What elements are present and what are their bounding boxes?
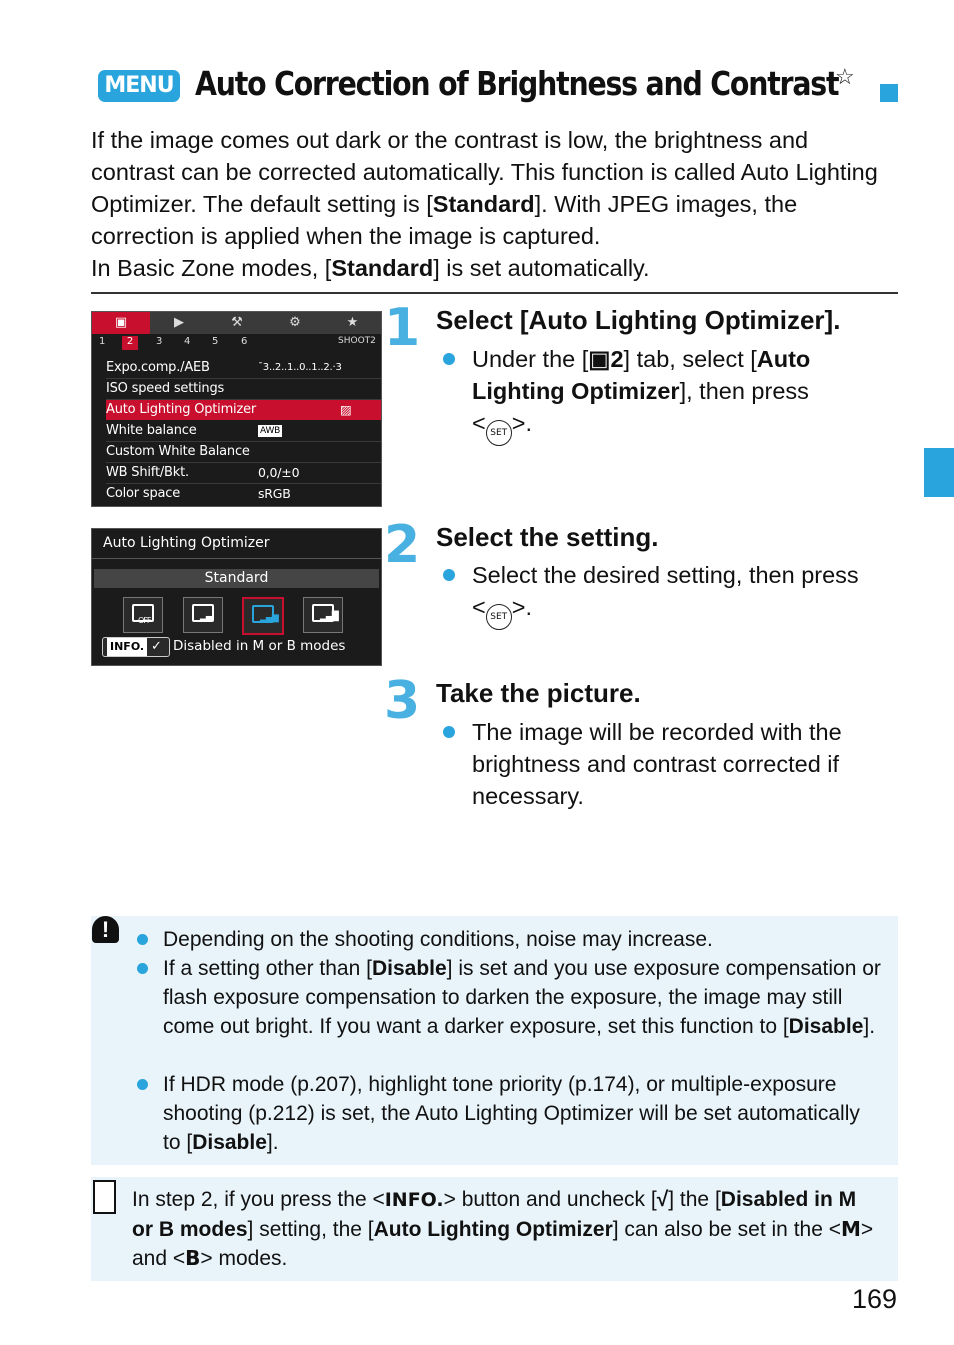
info-button: [102, 637, 170, 657]
step-text-part: <: [472, 594, 486, 620]
menu-row: [106, 358, 381, 379]
step-text-part: Under the [: [472, 346, 589, 372]
menu-row-value: sRGB: [258, 486, 291, 501]
step-text-part: ] tab, select [: [623, 346, 757, 372]
note-text-part: ] the [: [668, 1188, 721, 1211]
camera-tab-icon: ▣2: [588, 346, 624, 372]
wrench-icon: ⚒: [231, 315, 243, 330]
note-text-part: > modes.: [200, 1247, 288, 1270]
bullet-icon: [443, 569, 455, 581]
shoot-label: SHOOT2: [338, 336, 376, 346]
bullet-icon: [443, 726, 455, 738]
step-title: Take the picture.: [436, 678, 641, 708]
set-button-icon: SET: [486, 420, 512, 446]
bulb-mode-icon: B: [185, 1246, 201, 1270]
step-text-part: >.: [511, 594, 532, 620]
bullet-icon: [137, 963, 148, 974]
step-title: Select the setting.: [436, 522, 659, 552]
step-bold: Auto Lighting Optimizer: [472, 346, 811, 404]
info-button-icon: INFO.: [384, 1189, 444, 1211]
step-number: 1: [384, 298, 421, 358]
disabled-caption: Disabled in M or B modes: [173, 638, 346, 654]
note-text-part: ] setting, the [: [247, 1218, 374, 1241]
camera-menu-screen: [91, 311, 382, 507]
step-text-part: Select the desired setting, then press: [472, 562, 859, 588]
menu-row-label: Custom White Balance: [106, 444, 250, 459]
intro-text-part: In Basic Zone modes, [: [91, 255, 332, 281]
step-number: 2: [384, 515, 421, 575]
note-text-part: ] can also be set in the <: [612, 1218, 841, 1241]
intro-paragraph: [91, 252, 891, 284]
alo-off-icon: OFF: [123, 597, 163, 633]
menu-row: [106, 484, 381, 504]
alo-high-icon: ▂▄█: [303, 597, 343, 633]
caution-item: Depending on the shooting conditions, noise may increase.: [163, 928, 713, 951]
caution-bold: Disable: [371, 957, 447, 980]
menu-row-value: 0,0/±0: [258, 465, 300, 480]
note-text-part: > and <: [132, 1218, 874, 1270]
menu-row: [106, 421, 381, 442]
camera-icon: ▣: [92, 312, 150, 334]
note-text-part: In step 2, if you press the <: [132, 1188, 385, 1211]
caution-bold: Disable: [192, 1131, 267, 1154]
page-title: Auto Correction of Brightness and Contrast: [195, 64, 839, 103]
alo-setting-screen: [91, 528, 382, 666]
note-bold: Disabled in M or B modes: [132, 1188, 857, 1241]
caution-text-part: ].: [266, 1131, 279, 1154]
chapter-side-tab: [924, 448, 954, 497]
intro-text: [91, 124, 891, 284]
note-bold: Auto Lighting Optimizer: [373, 1218, 613, 1241]
step-text: The image will be recorded with the brightness and contrast corrected if necessary.: [472, 719, 842, 809]
set-button-icon: SET: [486, 604, 512, 630]
title-marker: [880, 84, 898, 102]
alo-icon: ▨: [340, 402, 352, 417]
caution-item: [163, 954, 883, 1041]
menu-row: [106, 379, 381, 400]
menu-row-label: Expo.comp./AEB: [106, 360, 210, 375]
subtab-number: 3: [156, 336, 163, 347]
bullet-icon: [443, 353, 455, 365]
subtab-number: 5: [212, 336, 219, 347]
subtab-row: [92, 334, 381, 352]
caution-icon: !: [92, 916, 119, 943]
intro-bold: Standard: [331, 255, 434, 281]
menu-badge: MENU: [98, 70, 180, 102]
menu-row-label: WB Shift/Bkt.: [106, 465, 189, 480]
intro-text-part: ]. With JPEG images, the correction is applied when the image is captured.: [91, 191, 798, 249]
caution-text-part: If HDR mode (p.207), highlight tone priority (p.174), or multiple-exposure shooting (p.212) is set, the Auto Lighting Optimizer will be set automatically to [: [163, 1073, 860, 1154]
step-text-part: ], then press: [679, 378, 809, 404]
step-title: Select [Auto Lighting Optimizer].: [436, 305, 841, 335]
bullet-icon: [137, 1079, 148, 1090]
menu-row-label: ISO speed settings: [106, 381, 225, 396]
menu-row-label: Auto Lighting Optimizer: [106, 402, 257, 417]
menu-row-value: ¯3..2..1..0..1..2.·3: [258, 362, 342, 373]
caution-text-part: ] is set and you use exposure compensation or flash exposure compensation to darken the exposure, the image may still come out bright. If you want a darker exposure, set this function to [: [163, 957, 881, 1038]
play-icon: ▶: [174, 315, 184, 330]
screen-divider: [92, 558, 381, 559]
intro-text-part: If the image comes out dark or the contrast is low, the brightness and contrast can be corrected automatically. This function is called Auto Lighting Optimizer. The default setting is [: [91, 127, 878, 217]
intro-text-part: ] is set automatically.: [433, 255, 650, 281]
step-text: [472, 559, 897, 630]
menu-row: [106, 463, 381, 484]
manual-mode-icon: M: [840, 1217, 861, 1241]
subtab-number: 2: [122, 336, 138, 350]
note-text-part: > button and uncheck [: [443, 1188, 657, 1211]
step-text-part: >.: [511, 410, 532, 436]
subtab-number: 4: [184, 336, 191, 347]
check-icon: ✓: [151, 639, 162, 654]
star-icon: ☆: [835, 64, 855, 89]
intro-bold: Standard: [432, 191, 535, 217]
menu-row-label: White balance: [106, 423, 197, 438]
intro-paragraph: [91, 124, 891, 252]
note-text: [132, 1185, 882, 1273]
selected-setting: Standard: [94, 569, 379, 588]
subtab-number: 6: [241, 336, 248, 347]
menu-row-label: Color space: [106, 486, 181, 501]
subtab-number: 1: [99, 336, 106, 347]
caution-item: [163, 1070, 883, 1157]
caution-text-part: If a setting other than [: [163, 957, 372, 980]
menu-row: [106, 442, 381, 463]
caution-text-part: ].: [863, 1015, 876, 1038]
page-number: 169: [852, 1284, 898, 1314]
alo-low-icon: ▂▄: [183, 597, 223, 633]
step-number: 3: [384, 671, 421, 731]
custom-icon: ⚙: [289, 315, 301, 330]
step-text: [472, 343, 892, 446]
note-icon: [93, 1180, 116, 1214]
step-text-part: <: [472, 410, 486, 436]
screen-title: Auto Lighting Optimizer: [103, 535, 270, 551]
awb-icon: AWB: [260, 426, 281, 436]
menu-row-selected: [106, 400, 381, 420]
check-icon: √: [656, 1188, 669, 1211]
alo-standard-icon: ▂▄▆: [242, 597, 284, 635]
menu-tab-bar: [92, 312, 381, 334]
bullet-icon: [137, 934, 148, 945]
caution-bold: Disable: [788, 1015, 864, 1038]
divider: [91, 292, 898, 294]
star-icon: ★: [346, 315, 359, 330]
info-label: INFO.: [107, 638, 147, 656]
